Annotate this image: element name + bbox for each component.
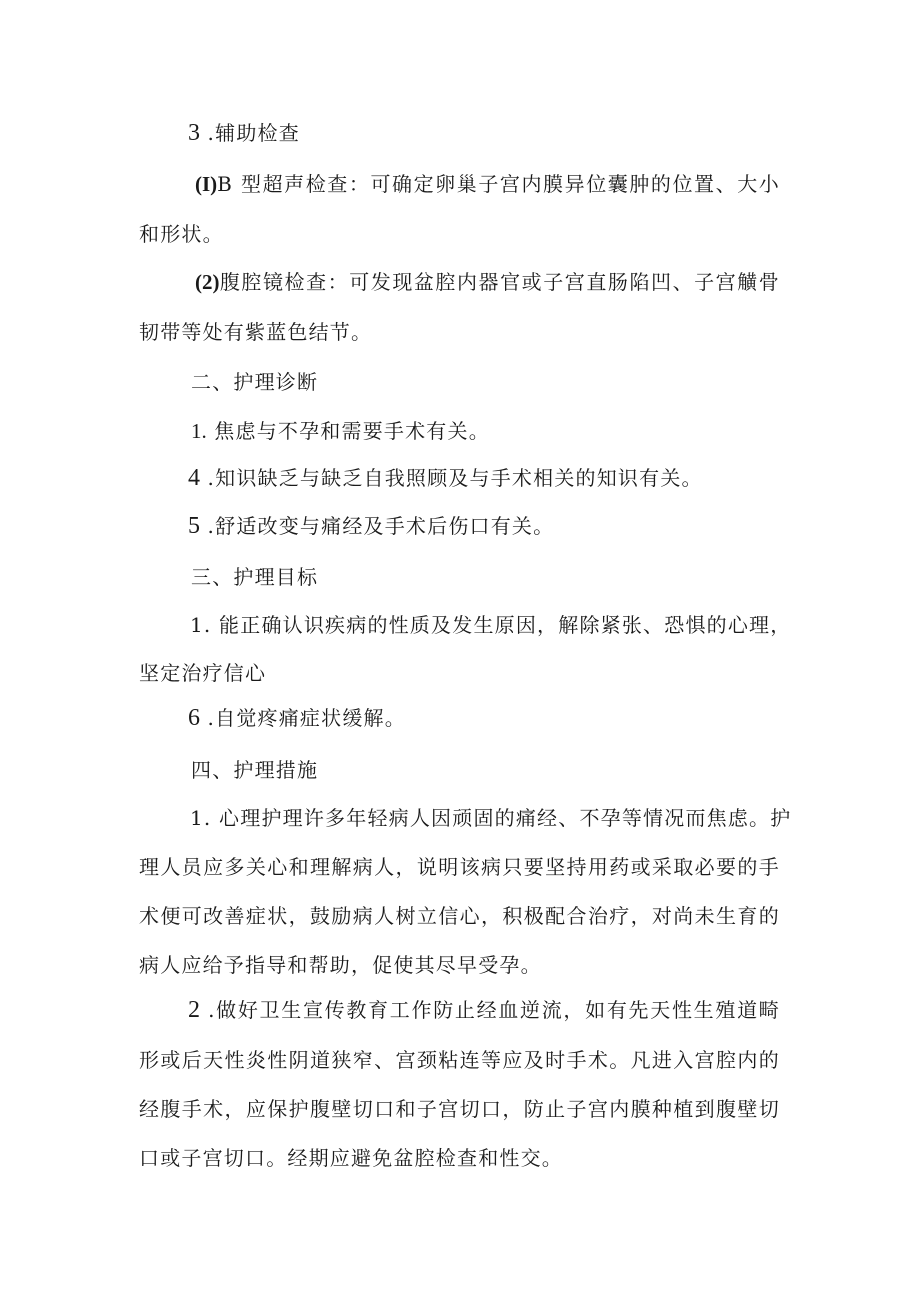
section-title: 三、护理目标 bbox=[191, 565, 319, 589]
section-title: .辅助检查 bbox=[200, 121, 300, 145]
section-number: 3 bbox=[188, 120, 200, 146]
item-number: 6 bbox=[188, 705, 200, 731]
item-text: 坚定治疗信心 bbox=[139, 661, 267, 685]
item-number: 4 bbox=[188, 465, 200, 491]
section-title: 二、护理诊断 bbox=[191, 370, 319, 394]
item-number: 5 bbox=[188, 513, 200, 539]
item-text: 1. 心理护理许多年轻病人因顽固的痛经、不孕等情况而焦虑。护 bbox=[190, 806, 792, 830]
item-text: B 型超声检查：可确定卵巢子宫内膜异位囊肿的位置、大小 bbox=[217, 172, 780, 196]
item-text: .知识缺乏与缺乏自我照顾及与手术相关的知识有关。 bbox=[200, 466, 703, 490]
item-text: 1. 能正确认识疾病的性质及发生原因，解除紧张、恐惧的心理， bbox=[190, 613, 792, 637]
item-number: (I) bbox=[195, 172, 218, 196]
item-text: 韧带等处有紫蓝色结节。 bbox=[139, 320, 373, 344]
item-text: 病人应给予指导和帮助，促使其尽早受孕。 bbox=[139, 953, 542, 977]
item-text: 口或子宫切口。经期应避免盆腔检查和性交。 bbox=[139, 1146, 563, 1170]
item-number: (2) bbox=[195, 270, 220, 294]
item-text: 经腹手术，应保护腹壁切口和子宫切口，防止子宫内膜种植到腹壁切 bbox=[139, 1097, 780, 1121]
item-text: 形或后天性炎性阴道狭窄、宫颈粘连等应及时手术。凡进入宫腔内的 bbox=[139, 1048, 780, 1072]
item-text: 腹腔镜检查：可发现盆腔内器官或子宫直肠陷凹、子宫觵骨 bbox=[219, 270, 780, 294]
item-number: 1. bbox=[191, 419, 207, 443]
section-title: 四、护理措施 bbox=[191, 758, 319, 782]
item-text: .做好卫生宣传教育工作防止经血逆流，如有先天性生殖道畸 bbox=[200, 998, 780, 1022]
item-text: 术便可改善症状，鼓励病人树立信心，积极配合治疗，对尚未生育的 bbox=[139, 904, 780, 928]
item-text: .自觉疼痛症状缓解。 bbox=[200, 706, 406, 730]
item-text: 和形状。 bbox=[139, 222, 224, 246]
item-number: 2 bbox=[188, 997, 200, 1023]
item-text: .舒适改变与痛经及手术后伤口有关。 bbox=[200, 514, 555, 538]
item-text: 理人员应多关心和理解病人，说明该病只要坚持用药或采取必要的手 bbox=[139, 855, 780, 879]
item-text: 焦虑与不孕和需要手术有关。 bbox=[206, 419, 490, 443]
